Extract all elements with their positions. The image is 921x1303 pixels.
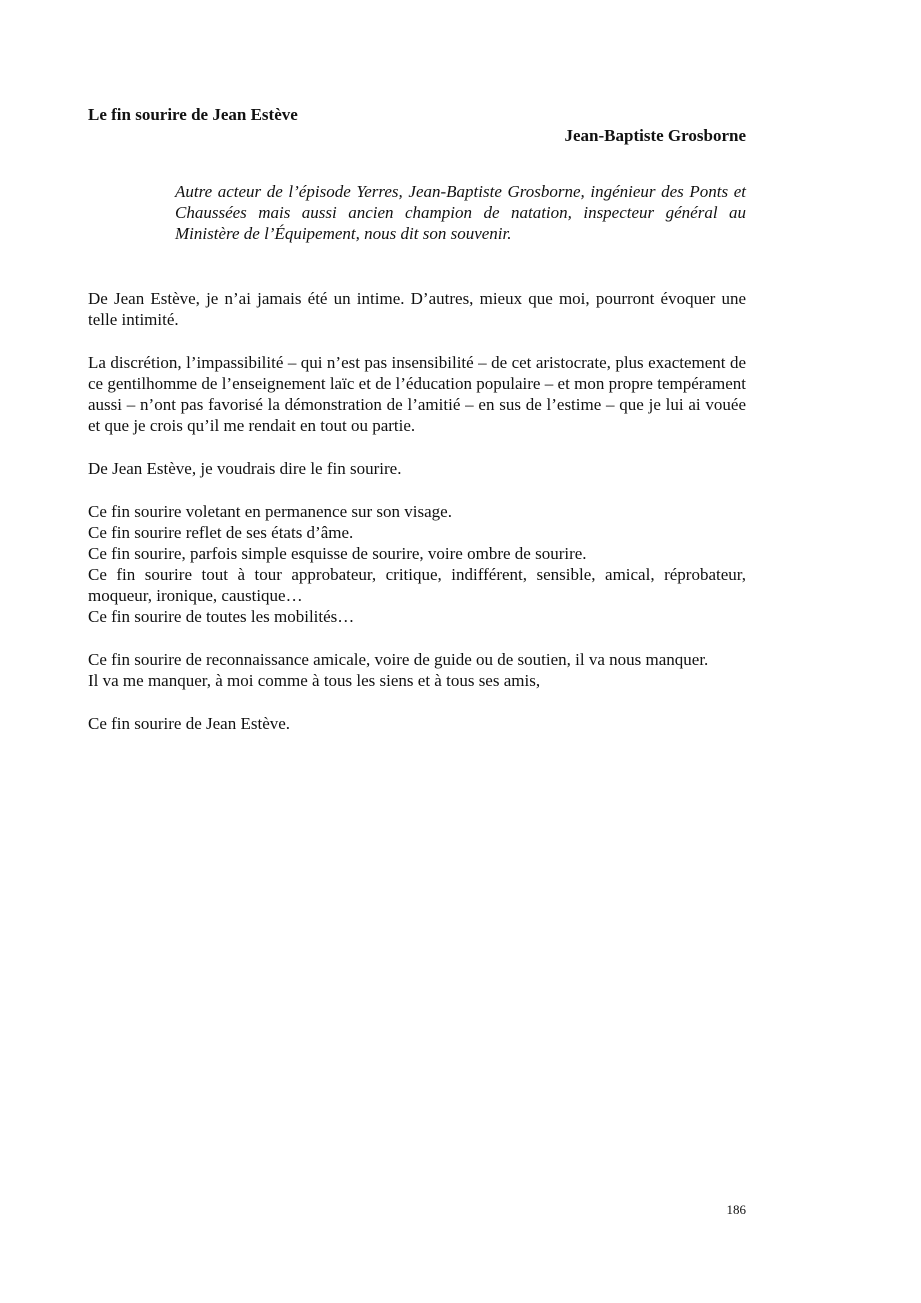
paragraph-4-line: Ce fin sourire reflet de ses états d’âme. <box>88 523 354 542</box>
paragraph-6: Ce fin sourire de Jean Estève. <box>88 714 291 733</box>
paragraph-5-line: Ce fin sourire de reconnaissance amicale, voire de guide ou de soutien, il va nous manquer. <box>88 650 709 669</box>
page-number: 186 <box>726 1202 746 1217</box>
author-name: Jean-Baptiste Grosborne <box>564 126 746 145</box>
paragraph-4 <box>88 501 746 627</box>
paragraph-4-line: Ce fin sourire tout à tour approbateur, critique, indifférent, sensible, amical, réprobateur, moqueur, ironique, caustique… <box>88 565 746 605</box>
paragraph-5-line: Il va me manquer, à moi comme à tous les siens et à tous ses amis, <box>88 671 541 690</box>
paragraph-4-line: Ce fin sourire de toutes les mobilités… <box>88 607 355 626</box>
document-title: Le fin sourire de Jean Estève <box>88 105 298 124</box>
paragraph-5 <box>88 649 746 691</box>
paragraph-4-line: Ce fin sourire voletant en permanence sur son visage. <box>88 502 452 521</box>
paragraph-1: De Jean Estève, je n’ai jamais été un intime. D’autres, mieux que moi, pourront évoquer une telle intimité. <box>88 289 746 329</box>
paragraph-3: De Jean Estève, je voudrais dire le fin sourire. <box>88 459 402 478</box>
intro-paragraph: Autre acteur de l’épisode Yerres, Jean-Baptiste Grosborne, ingénieur des Ponts et Chaussées mais aussi ancien champion de natation, inspecteur général au Ministère de l’Équipement, nous dit son souvenir. <box>175 182 746 243</box>
paragraph-4-line: Ce fin sourire, parfois simple esquisse de sourire, voire ombre de sourire. <box>88 544 587 563</box>
body-text <box>88 288 746 734</box>
paragraph-2: La discrétion, l’impassibilité – qui n’est pas insensibilité – de cet aristocrate, plus exactement de ce gentilhomme de l’enseignement laïc et de l’éducation populaire – et mon propre tempérament aussi – n’ont pas favorisé la démonstration de l’amitié – en sus de l’estime – que je lui ai vouée et que je crois qu’il me rendait en tout ou partie. <box>88 353 746 435</box>
document-page <box>88 104 746 756</box>
